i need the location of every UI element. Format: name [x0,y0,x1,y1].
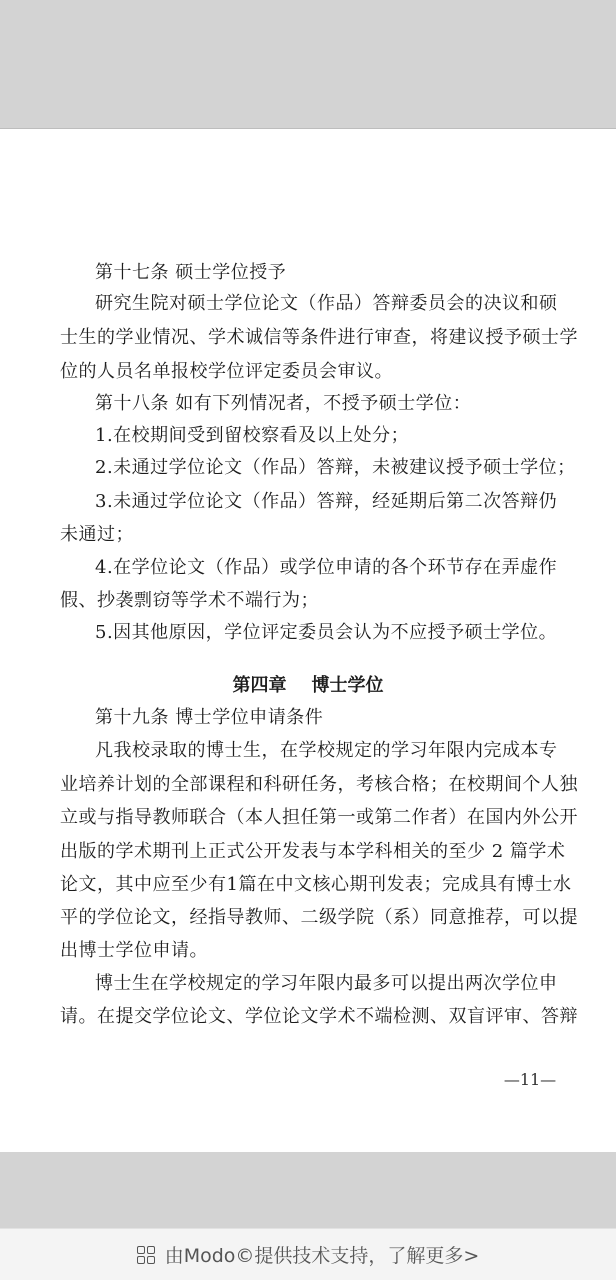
article-18-item-3-cont: 未通过； [60,524,134,545]
article-19-para2-line-2: 请。在提交学位论文、学位论文学术不端检测、双盲评审、答辩 [60,1006,578,1027]
modo-logo-icon[interactable] [137,1246,155,1264]
article-19-para1-line-7: 出博士学位申请。 [60,940,208,961]
page-number: —11— [503,1070,557,1089]
bottom-gray-bar [0,1152,616,1228]
article-19-title: 第十九条 博士学位申请条件 [95,707,324,728]
article-18-item-5: 5.因其他原因，学位评定委员会认为不应授予硕士学位。 [95,622,558,643]
article-19-para1-line-2: 业培养计划的全部课程和科研任务，考核合格；在校期间个人独 [60,774,578,795]
chapter-4-heading: 第四章 博士学位 [232,675,384,696]
footer-link[interactable]: 由Modo©提供技术支持，了解更多> [164,1245,480,1267]
article-18-item-1: 1.在校期间受到留校察看及以上处分； [95,425,410,446]
article-18-title: 第十八条 如有下列情况者，不授予硕士学位： [95,393,472,414]
top-gray-bar [0,0,616,129]
article-19-para1-line-4: 出版的学术期刊上正式公开发表与本学科相关的至少 2 篇学术 [60,841,566,862]
article-18-item-3: 3.未通过学位论文（作品）答辩，经延期后第二次答辩仍 [95,491,558,512]
article-18-item-4-cont: 假、抄袭剽窃等学术不端行为； [60,590,319,611]
article-17-line-2: 士生的学业情况、学术诚信等条件进行审查，将建议授予硕士学 [60,327,578,348]
article-17-title: 第十七条 硕士学位授予 [95,262,287,283]
article-19-para1-line-6: 平的学位论文，经指导教师、二级学院（系）同意推荐，可以提 [60,907,578,928]
article-18-item-2: 2.未通过学位论文（作品）答辩，未被建议授予硕士学位； [95,457,576,478]
article-19-para1-line-3: 立或与指导教师联合（本人担任第一或第二作者）在国内外公开 [60,807,578,828]
article-19-para1-line-5: 论文，其中应至少有1篇在中文核心期刊发表；完成具有博士水 [60,874,572,895]
article-19-para1-line-1: 凡我校录取的博士生，在学校规定的学习年限内完成本专 [95,740,558,761]
footer-bar[interactable] [0,1228,616,1280]
article-17-line-1: 研究生院对硕士学位论文（作品）答辩委员会的决议和硕 [95,293,558,314]
article-19-para2-line-1: 博士生在学校规定的学习年限内最多可以提出两次学位申 [95,973,558,994]
article-17-line-3: 位的人员名单报校学位评定委员会审议。 [60,361,393,382]
document-page [0,129,616,1152]
article-18-item-4: 4.在学位论文（作品）或学位申请的各个环节存在弄虚作 [95,557,558,578]
